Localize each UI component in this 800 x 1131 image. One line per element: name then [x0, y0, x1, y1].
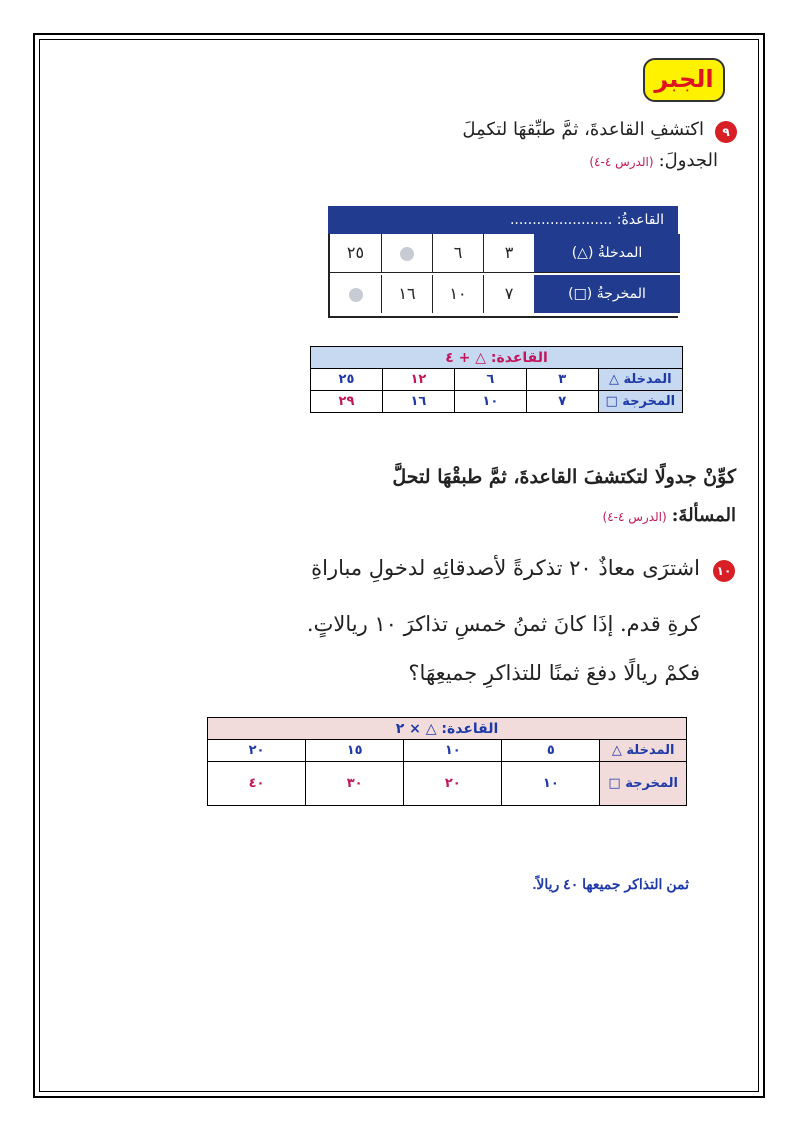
textbook-input-cell: ٢٥	[346, 243, 365, 262]
textbook-output-cell: ٧	[483, 275, 534, 313]
problem-10-answer: ثمن التذاكر جميعها ٤٠ ريالاً.	[532, 876, 689, 892]
answer-cell: ٣	[526, 369, 598, 391]
problem-10-line-2: كرةِ قدم. إذَا كانَ ثمنُ خمسِ تذاكرَ ١٠ ريالاتٍ.	[306, 612, 700, 636]
answer-cell: ١٢	[382, 369, 454, 391]
problem-label-line	[603, 505, 736, 526]
answer-table-2	[207, 717, 687, 806]
section-title-badge: الجبر	[643, 58, 725, 102]
problem-10-line-1: اشترَى معاذٌ ٢٠ تذكرةً لأصدقائِهِ لدخولِ مباراةِ	[311, 556, 700, 580]
answer-cell: ١٠	[404, 740, 502, 762]
answer-table-2-output-label: المخرجة □	[600, 762, 687, 806]
answer-cell: ٥	[502, 740, 600, 762]
textbook-input-cell-blank	[381, 234, 432, 272]
lesson-ref: (الدرس ٤-٤)	[589, 155, 654, 169]
answer-cell: ١٥	[306, 740, 404, 762]
answer-cell: ٢٠	[404, 762, 502, 806]
lesson-ref: (الدرس ٤-٤)	[602, 510, 667, 524]
textbook-output-row	[330, 275, 680, 313]
problem-label: المسألةَ:	[671, 505, 736, 526]
answer-table-1	[310, 346, 683, 413]
answer-cell: ١٠	[454, 391, 526, 413]
textbook-table	[328, 206, 678, 318]
answer-table-1-rule: القاعدة: △ + ٤	[311, 347, 683, 369]
textbook-output-cell: ١٦	[381, 275, 432, 313]
answer-cell: ٢٥	[311, 369, 383, 391]
problem-9-table-line	[589, 150, 718, 171]
textbook-input-row	[330, 234, 680, 273]
answer-cell: ١٠	[502, 762, 600, 806]
answer-cell: ٢٩	[311, 391, 383, 413]
textbook-table-grid	[328, 234, 678, 318]
problem-9-number-icon: ٩	[715, 121, 737, 143]
textbook-input-cell: ٣	[483, 234, 534, 272]
answer-table-1-input-label: المدخلة △	[598, 369, 682, 391]
textbook-output-cell-blank	[330, 275, 381, 313]
answer-cell: ٦	[454, 369, 526, 391]
answer-table-2-rule: القاعدة: △ × ٢	[208, 718, 687, 740]
answer-cell: ٧	[526, 391, 598, 413]
problem-9-instruction: اكتشفِ القاعدةَ، ثمَّ طبِّقهَا لتكمِلَ	[462, 119, 704, 140]
textbook-table-rule: القاعدةُ: .......................	[328, 206, 678, 234]
problem-10-number-icon: ١٠	[713, 560, 735, 582]
blank-dot-icon	[400, 247, 414, 261]
answer-cell: ٤٠	[208, 762, 306, 806]
textbook-output-cell: ١٠	[432, 275, 483, 313]
answer-cell: ٢٠	[208, 740, 306, 762]
answer-cell: ٣٠	[306, 762, 404, 806]
blank-dot-icon	[349, 288, 363, 302]
answer-cell: ١٦	[382, 391, 454, 413]
answer-table-2-input-label: المدخلة △	[600, 740, 687, 762]
problem-10-line-3: فكمْ ريالًا دفعَ ثمنًا للتذاكرِ جميعِهَا؟	[408, 661, 700, 685]
table-label: الجدولَ:	[658, 150, 718, 171]
answer-table-1-output-label: المخرجة □	[598, 391, 682, 413]
textbook-input-label: المدخلةُ (△)	[534, 234, 680, 272]
textbook-output-label: المخرجةُ (□)	[534, 275, 680, 313]
section-heading: كوِّنْ جدولًا لتكتشفَ القاعدةَ، ثمَّ طبقْهَا لتحلَّ	[392, 466, 736, 488]
textbook-input-cell: ٦	[432, 234, 483, 272]
